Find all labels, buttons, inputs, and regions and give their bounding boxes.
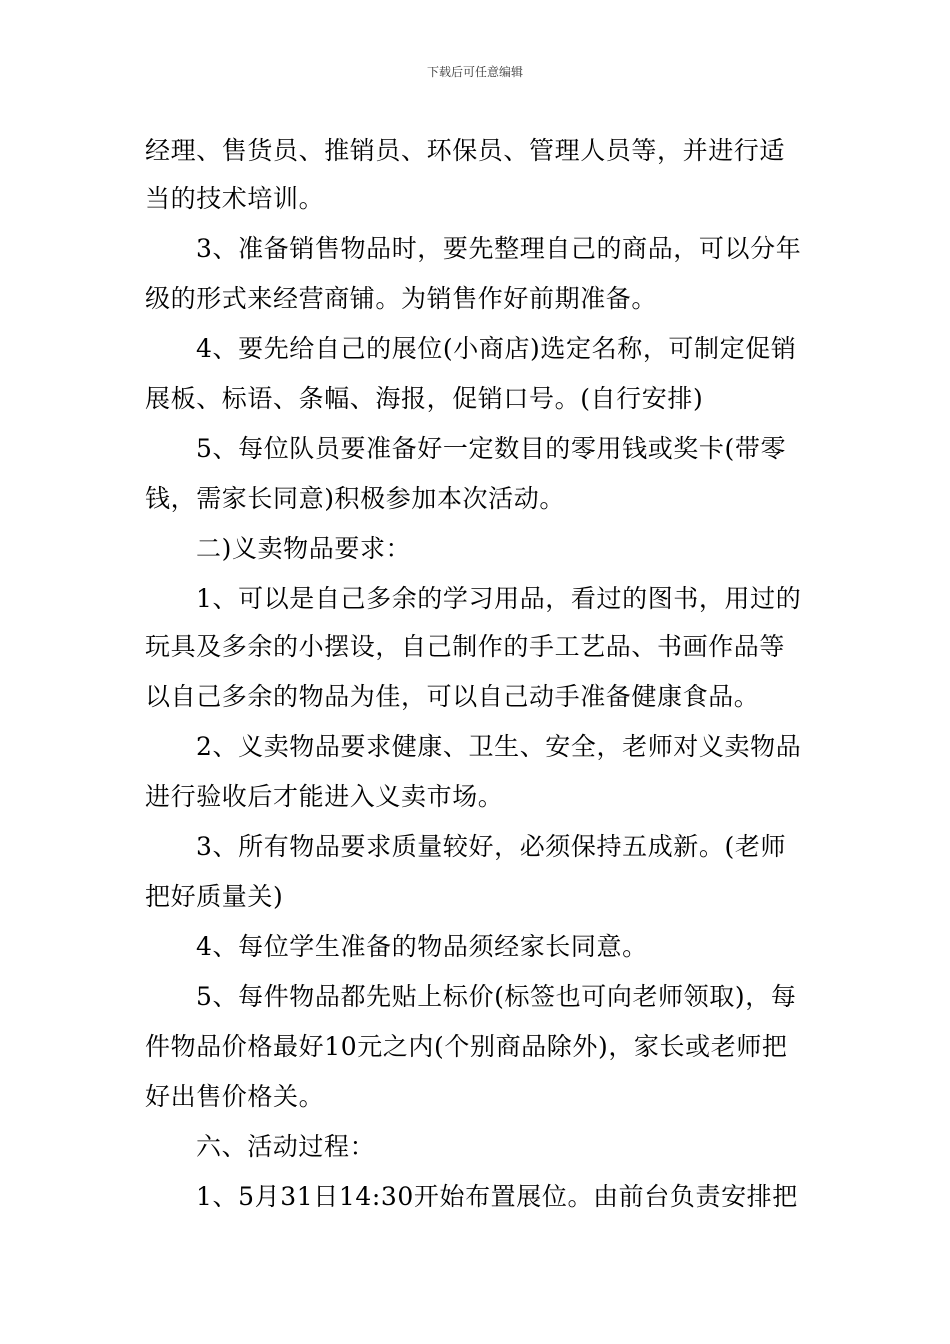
text-line: 5、每件物品都先贴上标价(标签也可向老师领取)，每: [196, 982, 797, 1011]
text-line: 展板、标语、条幅、海报，促销口号。(自行安排): [145, 384, 704, 413]
section-heading: 二)义卖物品要求：: [196, 534, 412, 563]
text-line: 进行验收后才能进入义卖市场。: [145, 782, 504, 811]
section-heading: 六、活动过程：: [196, 1132, 376, 1161]
text-line: 当的技术培训。: [145, 184, 325, 213]
text-line: 4、要先给自己的展位(小商店)选定名称，可制定促销: [196, 334, 797, 363]
text-line: 以自己多余的物品为佳，可以自己动手准备健康食品。: [145, 682, 760, 711]
text-line: 级的形式来经营商铺。为销售作好前期准备。: [145, 284, 658, 313]
text-line: 玩具及多余的小摆设，自己制作的手工艺品、书画作品等: [145, 632, 786, 661]
text-line: 5、每位队员要准备好一定数目的零用钱或奖卡(带零: [196, 434, 787, 463]
text-line: 钱，需家长同意)积极参加本次活动。: [145, 484, 565, 513]
text-line: 4、每位学生准备的物品须经家长同意。: [196, 932, 648, 961]
page-header: 下载后可任意编辑: [426, 65, 523, 79]
text-line: 1、5月31日14:30开始布置展位。由前台负责安排把: [196, 1182, 798, 1211]
text-line: 1、可以是自己多余的学习用品，看过的图书，用过的: [196, 584, 802, 613]
text-line: 经理、售货员、推销员、环保员、管理人员等，并进行适: [145, 136, 786, 165]
text-line: 3、所有物品要求质量较好，必须保持五成新。(老师: [196, 832, 787, 861]
text-line: 3、准备销售物品时，要先整理自己的商品，可以分年: [196, 234, 802, 263]
text-line: 件物品价格最好10元之内(个别商品除外)，家长或老师把: [145, 1032, 788, 1061]
text-line: 把好质量关): [145, 882, 284, 911]
text-line: 2、义卖物品要求健康、卫生、安全，老师对义卖物品: [196, 732, 802, 761]
text-line: 好出售价格关。: [145, 1082, 325, 1111]
